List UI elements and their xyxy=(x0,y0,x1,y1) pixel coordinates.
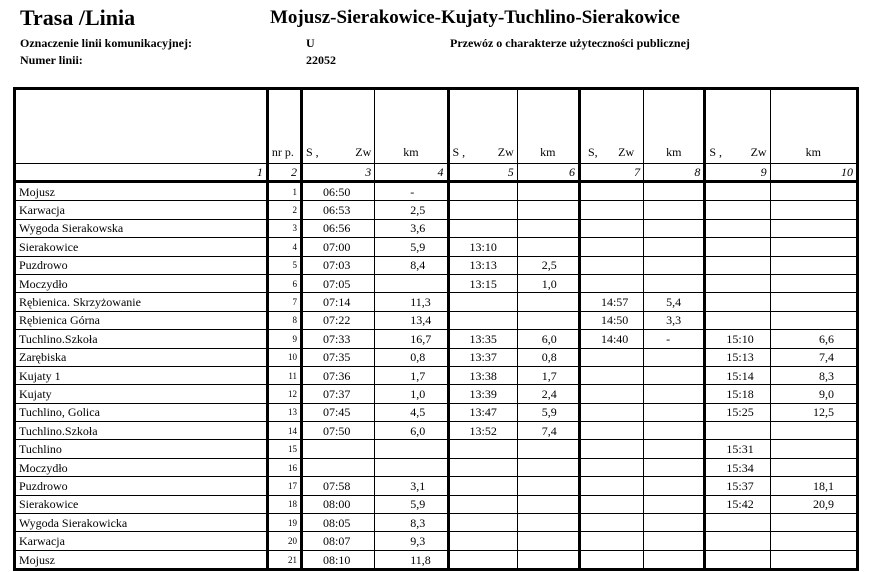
time-cell xyxy=(579,182,643,201)
km-cell: 1,7 xyxy=(517,366,579,384)
stop-name: Puzdrowo xyxy=(15,256,268,274)
stop-name: Sierakowice xyxy=(15,238,268,256)
numer-label: Numer linii: xyxy=(20,53,83,67)
stop-number: 10 xyxy=(267,348,301,366)
km-cell xyxy=(517,514,579,532)
km-cell: 1,7 xyxy=(375,366,448,384)
stop-number: 4 xyxy=(267,238,301,256)
header-s-zw-4 xyxy=(705,89,770,164)
km-cell: 9,3 xyxy=(375,532,448,550)
header-row xyxy=(15,89,858,164)
km-cell: 1,0 xyxy=(375,385,448,403)
km-cell xyxy=(644,274,705,292)
km-cell xyxy=(644,458,705,476)
stop-number: 18 xyxy=(267,495,301,513)
km-cell xyxy=(644,550,705,569)
km-cell: 5,4 xyxy=(644,293,705,311)
table-row xyxy=(15,311,858,329)
km-cell xyxy=(770,293,857,311)
time-cell xyxy=(579,514,643,532)
time-cell: 14:57 xyxy=(579,293,643,311)
km-cell xyxy=(517,311,579,329)
km-cell xyxy=(644,366,705,384)
km-cell xyxy=(770,256,857,274)
km-cell xyxy=(770,219,857,237)
km-cell xyxy=(644,422,705,440)
km-cell xyxy=(770,514,857,532)
header-zw-3: Zw xyxy=(618,145,635,159)
time-cell xyxy=(302,440,375,458)
header-stop xyxy=(15,89,268,164)
time-cell xyxy=(579,256,643,274)
km-cell xyxy=(770,274,857,292)
time-cell xyxy=(448,201,517,219)
km-cell: 8,4 xyxy=(375,256,448,274)
time-cell xyxy=(705,182,770,201)
time-cell: 07:05 xyxy=(302,274,375,292)
time-cell: 07:45 xyxy=(302,403,375,421)
stop-number: 21 xyxy=(267,550,301,569)
stop-name: Sierakowice xyxy=(15,495,268,513)
time-cell: 13:35 xyxy=(448,330,517,348)
km-cell xyxy=(644,514,705,532)
stop-number: 16 xyxy=(267,458,301,476)
header-s-zw-2 xyxy=(448,89,517,164)
time-cell: 15:25 xyxy=(705,403,770,421)
numer-value: 22052 xyxy=(306,53,336,67)
km-cell: 6,6 xyxy=(770,330,857,348)
time-cell: 15:34 xyxy=(705,458,770,476)
table-row xyxy=(15,256,858,274)
km-cell xyxy=(375,440,448,458)
time-cell: 15:31 xyxy=(705,440,770,458)
colnum-7: 7 xyxy=(579,164,643,182)
km-cell: 2,5 xyxy=(517,256,579,274)
table-row xyxy=(15,219,858,237)
time-cell xyxy=(448,440,517,458)
time-cell xyxy=(705,532,770,550)
header-km-2: km xyxy=(517,89,579,164)
header-s-4: S , xyxy=(709,145,723,159)
table-row xyxy=(15,293,858,311)
time-cell: 07:22 xyxy=(302,311,375,329)
km-cell xyxy=(770,458,857,476)
time-cell: 15:14 xyxy=(705,366,770,384)
table-row xyxy=(15,274,858,292)
km-cell xyxy=(770,182,857,201)
colnum-9: 9 xyxy=(705,164,770,182)
time-cell xyxy=(705,219,770,237)
oznaczenie-label: Oznaczenie linii komunikacyjnej: xyxy=(20,36,192,50)
time-cell xyxy=(579,532,643,550)
stop-number: 3 xyxy=(267,219,301,237)
km-cell: 11,3 xyxy=(375,293,448,311)
colnum-4: 4 xyxy=(375,164,448,182)
km-cell xyxy=(644,440,705,458)
km-cell: 3,6 xyxy=(375,219,448,237)
km-cell xyxy=(644,403,705,421)
km-cell xyxy=(770,532,857,550)
table-row xyxy=(15,238,858,256)
header-s-2: S , xyxy=(452,145,466,159)
time-cell xyxy=(448,514,517,532)
colnum-10: 10 xyxy=(770,164,857,182)
km-cell: 4,5 xyxy=(375,403,448,421)
table-row xyxy=(15,477,858,495)
colnum-8: 8 xyxy=(644,164,705,182)
km-cell xyxy=(644,348,705,366)
stop-number: 13 xyxy=(267,403,301,421)
table-row xyxy=(15,366,858,384)
header-km-1: km xyxy=(375,89,448,164)
km-cell xyxy=(644,495,705,513)
time-cell: 06:56 xyxy=(302,219,375,237)
km-cell: 13,4 xyxy=(375,311,448,329)
header-s-1: S , xyxy=(306,145,319,159)
km-cell: 5,9 xyxy=(375,238,448,256)
time-cell: 14:50 xyxy=(579,311,643,329)
stop-name: Wygoda Sierakowska xyxy=(15,219,268,237)
time-cell xyxy=(448,293,517,311)
km-cell xyxy=(770,550,857,569)
time-cell: 08:05 xyxy=(302,514,375,532)
stop-name: Tuchlino xyxy=(15,440,268,458)
stop-name: Moczydło xyxy=(15,458,268,476)
table-row xyxy=(15,550,858,569)
time-cell xyxy=(579,477,643,495)
km-cell xyxy=(375,274,448,292)
time-cell xyxy=(705,514,770,532)
time-cell: 08:07 xyxy=(302,532,375,550)
stop-number: 2 xyxy=(267,201,301,219)
time-cell: 13:52 xyxy=(448,422,517,440)
km-cell xyxy=(517,440,579,458)
km-cell: 0,8 xyxy=(375,348,448,366)
km-cell: - xyxy=(375,182,448,201)
time-cell: 13:37 xyxy=(448,348,517,366)
stop-number: 5 xyxy=(267,256,301,274)
header-zw-2: Zw xyxy=(497,145,514,159)
stop-name: Kujaty xyxy=(15,385,268,403)
time-cell xyxy=(448,477,517,495)
header-nr: nr p. xyxy=(267,89,301,164)
km-cell: 0,8 xyxy=(517,348,579,366)
stop-number: 11 xyxy=(267,366,301,384)
km-cell xyxy=(517,201,579,219)
stop-name: Tuchlino.Szkoła xyxy=(15,330,268,348)
km-cell xyxy=(770,422,857,440)
km-cell: 6,0 xyxy=(375,422,448,440)
time-cell: 15:37 xyxy=(705,477,770,495)
table-row xyxy=(15,514,858,532)
km-cell xyxy=(375,458,448,476)
km-cell: 3,1 xyxy=(375,477,448,495)
time-cell: 07:35 xyxy=(302,348,375,366)
time-cell: 15:18 xyxy=(705,385,770,403)
stop-name: Kujaty 1 xyxy=(15,366,268,384)
km-cell: 1,0 xyxy=(517,274,579,292)
time-cell: 06:50 xyxy=(302,182,375,201)
stop-number: 7 xyxy=(267,293,301,311)
km-cell: 6,0 xyxy=(517,330,579,348)
km-cell: 2,5 xyxy=(375,201,448,219)
km-cell: 8,3 xyxy=(375,514,448,532)
km-cell: 20,9 xyxy=(770,495,857,513)
km-cell xyxy=(644,219,705,237)
time-cell xyxy=(705,550,770,569)
oznaczenie-value: U xyxy=(306,36,315,50)
time-cell: 14:40 xyxy=(579,330,643,348)
table-row xyxy=(15,182,858,201)
time-cell: 13:10 xyxy=(448,238,517,256)
km-cell: 5,9 xyxy=(375,495,448,513)
przewoz-label: Przewóz o charakterze użyteczności publicznej xyxy=(450,36,690,50)
time-cell: 07:36 xyxy=(302,366,375,384)
stop-number: 15 xyxy=(267,440,301,458)
km-cell xyxy=(644,256,705,274)
time-cell: 07:14 xyxy=(302,293,375,311)
stop-name: Rębienica Górna xyxy=(15,311,268,329)
km-cell xyxy=(517,532,579,550)
km-cell xyxy=(770,440,857,458)
table-row xyxy=(15,422,858,440)
km-cell xyxy=(517,550,579,569)
time-cell: 06:53 xyxy=(302,201,375,219)
time-cell xyxy=(579,385,643,403)
km-cell: 18,1 xyxy=(770,477,857,495)
stop-number: 14 xyxy=(267,422,301,440)
header-s-zw-1 xyxy=(302,89,375,164)
time-cell xyxy=(579,366,643,384)
km-cell: 11,8 xyxy=(375,550,448,569)
km-cell xyxy=(517,238,579,256)
stop-name: Mojusz xyxy=(15,182,268,201)
km-cell xyxy=(644,385,705,403)
time-cell: 15:42 xyxy=(705,495,770,513)
time-cell: 13:39 xyxy=(448,385,517,403)
table-row xyxy=(15,532,858,550)
colnum-3: 3 xyxy=(302,164,375,182)
time-cell: 15:10 xyxy=(705,330,770,348)
time-cell xyxy=(705,311,770,329)
time-cell xyxy=(579,458,643,476)
header-zw-4: Zw xyxy=(750,145,767,159)
time-cell xyxy=(448,311,517,329)
stop-name: Tuchlino.Szkoła xyxy=(15,422,268,440)
time-cell xyxy=(302,458,375,476)
stop-name: Karwacja xyxy=(15,201,268,219)
trasa-title: Trasa /Linia xyxy=(20,5,136,30)
km-cell: 5,9 xyxy=(517,403,579,421)
colnum-6: 6 xyxy=(517,164,579,182)
table-row xyxy=(15,440,858,458)
table-row xyxy=(15,495,858,513)
stop-number: 1 xyxy=(267,182,301,201)
time-cell: 08:00 xyxy=(302,495,375,513)
time-cell xyxy=(705,201,770,219)
stop-name: Wygoda Sierakowicka xyxy=(15,514,268,532)
time-cell xyxy=(705,256,770,274)
time-cell: 07:03 xyxy=(302,256,375,274)
km-cell: 16,7 xyxy=(375,330,448,348)
time-cell: 13:13 xyxy=(448,256,517,274)
km-cell: 8,3 xyxy=(770,366,857,384)
km-cell: 7,4 xyxy=(517,422,579,440)
colnum-2: 2 xyxy=(267,164,301,182)
km-cell: 7,4 xyxy=(770,348,857,366)
time-cell: 13:47 xyxy=(448,403,517,421)
header-zw-1: Zw xyxy=(355,145,372,159)
stop-name: Puzdrowo xyxy=(15,477,268,495)
time-cell xyxy=(448,532,517,550)
km-cell xyxy=(517,495,579,513)
stop-number: 6 xyxy=(267,274,301,292)
stop-name: Karwacja xyxy=(15,532,268,550)
time-cell xyxy=(579,440,643,458)
time-cell xyxy=(579,348,643,366)
km-cell xyxy=(644,201,705,219)
km-cell: 3,3 xyxy=(644,311,705,329)
stop-name: Tuchlino, Golica xyxy=(15,403,268,421)
time-cell xyxy=(579,550,643,569)
time-cell: 07:33 xyxy=(302,330,375,348)
stop-number: 17 xyxy=(267,477,301,495)
time-cell xyxy=(579,274,643,292)
colnum-5: 5 xyxy=(448,164,517,182)
stop-name: Moczydło xyxy=(15,274,268,292)
time-cell xyxy=(579,403,643,421)
km-cell xyxy=(644,532,705,550)
stop-number: 8 xyxy=(267,311,301,329)
table-row xyxy=(15,330,858,348)
route-title: Mojusz-Sierakowice-Kujaty-Tuchlino-Sierakowice xyxy=(270,7,680,28)
stop-name: Rębienica. Skrzyżowanie xyxy=(15,293,268,311)
stop-number: 9 xyxy=(267,330,301,348)
time-cell xyxy=(448,182,517,201)
time-cell: 13:15 xyxy=(448,274,517,292)
time-cell: 08:10 xyxy=(302,550,375,569)
time-cell: 07:00 xyxy=(302,238,375,256)
table-row xyxy=(15,201,858,219)
time-cell xyxy=(579,495,643,513)
stop-name: Mojusz xyxy=(15,550,268,569)
column-number-row xyxy=(15,164,858,182)
stop-number: 20 xyxy=(267,532,301,550)
time-cell xyxy=(705,238,770,256)
km-cell xyxy=(517,219,579,237)
table-row xyxy=(15,458,858,476)
time-cell: 15:13 xyxy=(705,348,770,366)
km-cell xyxy=(517,477,579,495)
km-cell xyxy=(644,238,705,256)
km-cell: 9,0 xyxy=(770,385,857,403)
header-km-3: km xyxy=(644,89,705,164)
table-row xyxy=(15,348,858,366)
time-cell: 07:50 xyxy=(302,422,375,440)
km-cell xyxy=(770,201,857,219)
header-km-4: km xyxy=(770,89,857,164)
stop-number: 19 xyxy=(267,514,301,532)
time-cell xyxy=(579,238,643,256)
km-cell xyxy=(517,182,579,201)
time-cell xyxy=(579,422,643,440)
time-cell: 07:37 xyxy=(302,385,375,403)
colnum-1: 1 xyxy=(15,164,268,182)
km-cell: - xyxy=(644,330,705,348)
km-cell: 2,4 xyxy=(517,385,579,403)
timetable-body xyxy=(15,182,858,570)
km-cell xyxy=(644,477,705,495)
stop-number: 12 xyxy=(267,385,301,403)
time-cell xyxy=(448,219,517,237)
km-cell: 12,5 xyxy=(770,403,857,421)
stop-name: Zarębiska xyxy=(15,348,268,366)
km-cell xyxy=(517,293,579,311)
table-row xyxy=(15,403,858,421)
time-cell xyxy=(448,458,517,476)
table-row xyxy=(15,385,858,403)
header-s-3: S, xyxy=(587,145,598,159)
time-cell xyxy=(705,293,770,311)
km-cell xyxy=(517,458,579,476)
km-cell xyxy=(770,238,857,256)
time-cell: 07:58 xyxy=(302,477,375,495)
time-cell xyxy=(448,495,517,513)
km-cell xyxy=(644,182,705,201)
time-cell xyxy=(579,201,643,219)
time-cell xyxy=(579,219,643,237)
header-s-zw-3 xyxy=(579,89,643,164)
timetable xyxy=(13,87,859,571)
time-cell xyxy=(705,274,770,292)
time-cell xyxy=(448,550,517,569)
time-cell xyxy=(705,422,770,440)
km-cell xyxy=(770,311,857,329)
time-cell: 13:38 xyxy=(448,366,517,384)
